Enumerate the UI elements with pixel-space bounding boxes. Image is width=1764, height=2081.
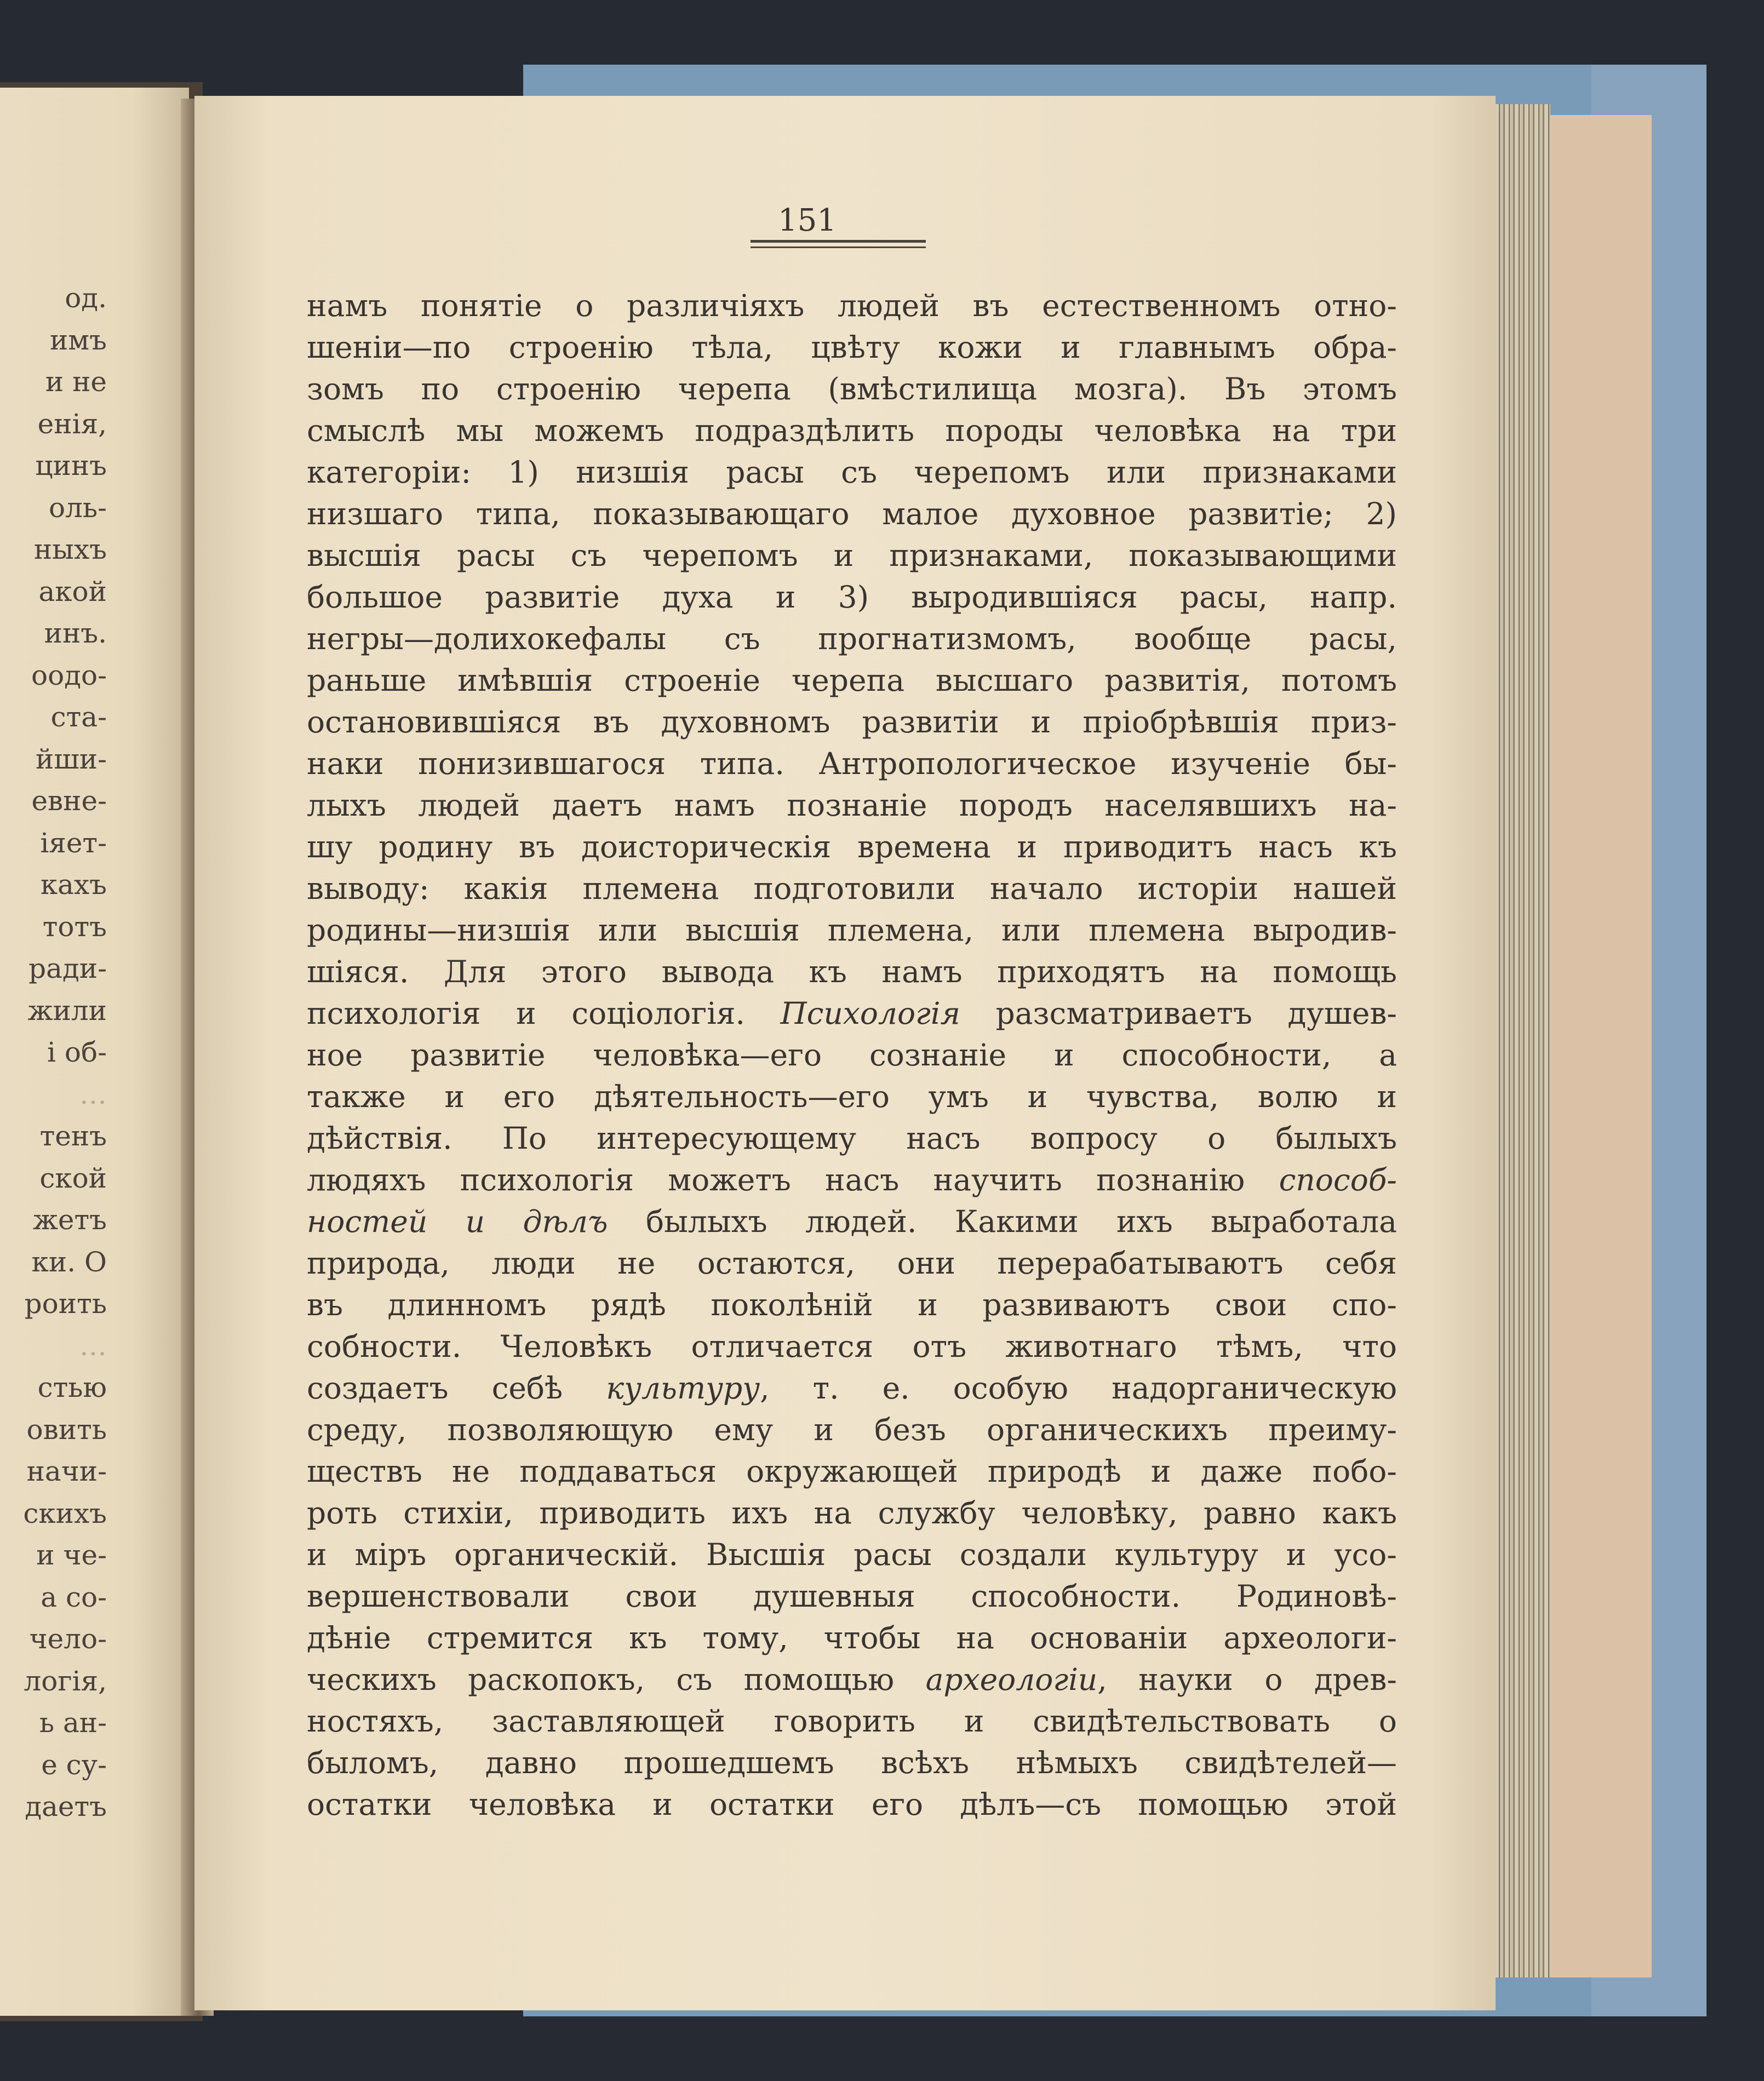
text-line bbox=[307, 535, 1397, 576]
text-segment: раньше имѣвшія строеніе черепа высшаго развитія, потомъ bbox=[307, 663, 1397, 698]
left-page-fragment: ста- bbox=[50, 701, 107, 733]
left-page-fragment: іяет- bbox=[40, 827, 107, 859]
text-segment: ностяхъ, заставляющей говорить и свидѣтельствовать о bbox=[307, 1704, 1397, 1739]
text-segment: выводу: какія племена подготовили начало исторіи нашей bbox=[307, 871, 1397, 906]
text-segment: также и его дѣятельность—его умъ и чувства, волю и bbox=[307, 1079, 1397, 1114]
text-segment: ное развитіе человѣка—его сознаніе и способности, а bbox=[307, 1037, 1397, 1073]
text-segment: создаетъ себѣ bbox=[307, 1371, 606, 1406]
text-segment: былыхъ людей. Какими ихъ выработала bbox=[608, 1204, 1397, 1239]
text-segment: среду, позволяющую ему и безъ органическихъ преиму- bbox=[307, 1412, 1397, 1447]
text-segment: негры—долихокефалы съ прогнатизмомъ, вообще расы, bbox=[307, 621, 1397, 656]
text-segment: большое развитіе духа и 3) выродившіяся расы, напр. bbox=[307, 580, 1397, 615]
italic-term: культуру bbox=[606, 1371, 760, 1406]
left-page-fragment: инъ. bbox=[44, 617, 107, 649]
text-line bbox=[307, 1575, 1397, 1617]
text-segment: лыхъ людей даетъ намъ познаніе породъ населявшихъ на- bbox=[307, 788, 1397, 823]
text-line bbox=[307, 743, 1397, 784]
left-page-fragment: цинъ bbox=[35, 450, 107, 481]
left-page-fragment: ныхъ bbox=[33, 534, 107, 565]
text-segment: шеніи—по строенію тѣла, цвѣту кожи и главнымъ обра- bbox=[307, 330, 1397, 365]
text-line bbox=[307, 1117, 1397, 1159]
text-segment: вершенствовали свои душевныя способности. Родиновѣ- bbox=[307, 1579, 1397, 1614]
text-segment: , т. е. особую надорганическую bbox=[760, 1371, 1397, 1406]
text-line bbox=[307, 1659, 1397, 1700]
left-page-fragment: и че- bbox=[36, 1539, 107, 1571]
text-line bbox=[307, 1784, 1397, 1825]
text-segment: смыслѣ мы можемъ подраздѣлить породы человѣка на три bbox=[307, 413, 1397, 448]
left-page-fragment: … bbox=[79, 1329, 107, 1362]
left-page-fragment: скихъ bbox=[23, 1497, 107, 1529]
left-page-fragment: е су- bbox=[41, 1749, 107, 1781]
page-number: 151 bbox=[778, 203, 837, 238]
text-line bbox=[307, 1451, 1397, 1492]
italic-term: археологіи bbox=[925, 1662, 1098, 1697]
text-line bbox=[307, 1367, 1397, 1409]
text-line bbox=[307, 1034, 1397, 1076]
book-cover-edge bbox=[1545, 115, 1652, 1977]
left-page-fragment: кахъ bbox=[40, 869, 107, 901]
text-segment: высшія расы съ черепомъ и признаками, показывающими bbox=[307, 538, 1397, 573]
text-segment: людяхъ психологія можетъ насъ научить познанію bbox=[307, 1162, 1279, 1197]
left-page bbox=[0, 88, 189, 2016]
text-segment: дѣйствія. По интересующему насъ вопросу о былыхъ bbox=[307, 1121, 1397, 1156]
text-segment: природа, люди не остаются, они перерабатываютъ себя bbox=[307, 1246, 1397, 1281]
left-page-fragment: стью bbox=[37, 1372, 107, 1403]
left-page-fragment: даетъ bbox=[25, 1791, 107, 1822]
text-segment: намъ понятіе о различіяхъ людей въ естественномъ отно- bbox=[307, 288, 1397, 323]
left-page-fragment: од. bbox=[65, 282, 107, 314]
left-page-fragment: тенъ bbox=[39, 1120, 107, 1152]
text-line bbox=[307, 826, 1397, 868]
text-segment: шіяся. Для этого вывода къ намъ приходятъ на помощь bbox=[307, 954, 1397, 989]
italic-term: способ- bbox=[1279, 1162, 1397, 1197]
text-segment: наки понизившагося типа. Антропологическое изученіе бы- bbox=[307, 746, 1397, 781]
body-text bbox=[307, 285, 1397, 1825]
left-page-fragment: роить bbox=[24, 1288, 107, 1320]
left-page-fragment: жетъ bbox=[32, 1204, 107, 1236]
left-page-fragment: і об- bbox=[47, 1036, 107, 1068]
text-segment: и міръ органическій. Высшія расы создали культуру и усо- bbox=[307, 1537, 1397, 1572]
text-line bbox=[307, 1326, 1397, 1367]
text-line bbox=[307, 285, 1397, 326]
text-segment: категоріи: 1) низшія расы съ черепомъ или признаками bbox=[307, 455, 1397, 490]
text-segment: быломъ, давно прошедшемъ всѣхъ нѣмыхъ свидѣтелей— bbox=[307, 1745, 1397, 1780]
text-segment: низшаго типа, показывающаго малое духовное развитіе; 2) bbox=[307, 496, 1397, 531]
text-line bbox=[307, 1492, 1397, 1534]
text-segment: , науки о древ- bbox=[1097, 1662, 1397, 1697]
left-page-fragment: а со- bbox=[41, 1581, 107, 1613]
text-line bbox=[307, 576, 1397, 618]
left-page-fragment: чело- bbox=[29, 1623, 107, 1655]
left-page-fragment: евне- bbox=[31, 785, 107, 817]
text-line bbox=[307, 701, 1397, 743]
text-segment: остановившіяся въ духовномъ развитіи и пріобрѣвшія приз- bbox=[307, 704, 1397, 739]
text-line bbox=[307, 1700, 1397, 1742]
left-page-fragment: енія, bbox=[37, 408, 107, 440]
text-line bbox=[307, 493, 1397, 535]
text-line bbox=[307, 326, 1397, 368]
text-segment: родины—низшія или высшія племена, или племена выродив- bbox=[307, 913, 1397, 948]
left-page-fragment: овить bbox=[26, 1413, 107, 1446]
left-page-fragment: и не bbox=[45, 366, 107, 398]
page-number-rule bbox=[751, 240, 926, 243]
text-line bbox=[307, 784, 1397, 826]
text-segment: ческихъ раскопокъ, съ помощью bbox=[307, 1662, 926, 1697]
left-page-fragment: логія, bbox=[24, 1665, 107, 1697]
text-line bbox=[307, 868, 1397, 909]
text-line bbox=[307, 451, 1397, 493]
text-line bbox=[307, 1534, 1397, 1575]
text-segment: шу родину въ доисторическія времена и приводитъ насъ къ bbox=[307, 829, 1397, 864]
text-line bbox=[307, 1159, 1397, 1201]
left-page-fragment: жили bbox=[27, 994, 107, 1027]
left-page-fragment: начи- bbox=[26, 1455, 107, 1487]
text-segment: психологія и соціологія. bbox=[307, 996, 781, 1031]
text-line bbox=[307, 1409, 1397, 1451]
text-line bbox=[307, 993, 1397, 1034]
left-page-fragment: тотъ bbox=[42, 910, 107, 943]
text-segment: въ длинномъ рядѣ поколѣній и развиваютъ свои спо- bbox=[307, 1287, 1397, 1322]
text-segment: зомъ по строенію черепа (вмѣстилища мозга). Въ этомъ bbox=[307, 371, 1397, 406]
left-page-fragment: ской bbox=[39, 1162, 107, 1194]
left-page-fragment: … bbox=[79, 1078, 107, 1110]
text-line bbox=[307, 660, 1397, 701]
text-segment: ществъ не поддаваться окружающей природѣ и даже побо- bbox=[307, 1454, 1397, 1489]
left-page-fragment: ь ан- bbox=[39, 1707, 107, 1739]
left-page-fragment: имъ bbox=[49, 324, 107, 356]
text-segment: разсматриваетъ душев- bbox=[960, 996, 1397, 1031]
text-line bbox=[307, 1284, 1397, 1326]
italic-term: ностей и дѣлъ bbox=[307, 1204, 608, 1239]
left-page-fragment: ради- bbox=[28, 953, 107, 984]
text-line bbox=[307, 1617, 1397, 1659]
left-page-fragment: ки. О bbox=[31, 1246, 107, 1278]
left-page-fragment: йши- bbox=[35, 743, 107, 775]
text-segment: собности. Человѣкъ отличается отъ животнаго тѣмъ, что bbox=[307, 1329, 1397, 1364]
left-page-fragment: акой bbox=[38, 575, 107, 607]
page-number-rule bbox=[751, 246, 926, 248]
left-page-fragment: оодо- bbox=[31, 659, 107, 691]
text-segment: остатки человѣка и остатки его дѣлъ—съ помощью этой bbox=[307, 1787, 1397, 1822]
text-line bbox=[307, 1201, 1397, 1242]
text-line bbox=[307, 618, 1397, 660]
left-page-fragment: оль- bbox=[49, 491, 107, 524]
text-line bbox=[307, 368, 1397, 410]
text-line bbox=[307, 951, 1397, 993]
text-line bbox=[307, 410, 1397, 451]
text-line bbox=[307, 1242, 1397, 1284]
page-edges bbox=[1490, 104, 1550, 1977]
text-line bbox=[307, 909, 1397, 951]
italic-term: Психологія bbox=[780, 996, 960, 1031]
text-segment: роть стихіи, приводить ихъ на службу человѣку, равно какъ bbox=[307, 1495, 1397, 1530]
text-segment: дѣніе стремится къ тому, чтобы на основаніи археологи- bbox=[307, 1620, 1397, 1655]
text-line bbox=[307, 1076, 1397, 1117]
text-line bbox=[307, 1742, 1397, 1784]
